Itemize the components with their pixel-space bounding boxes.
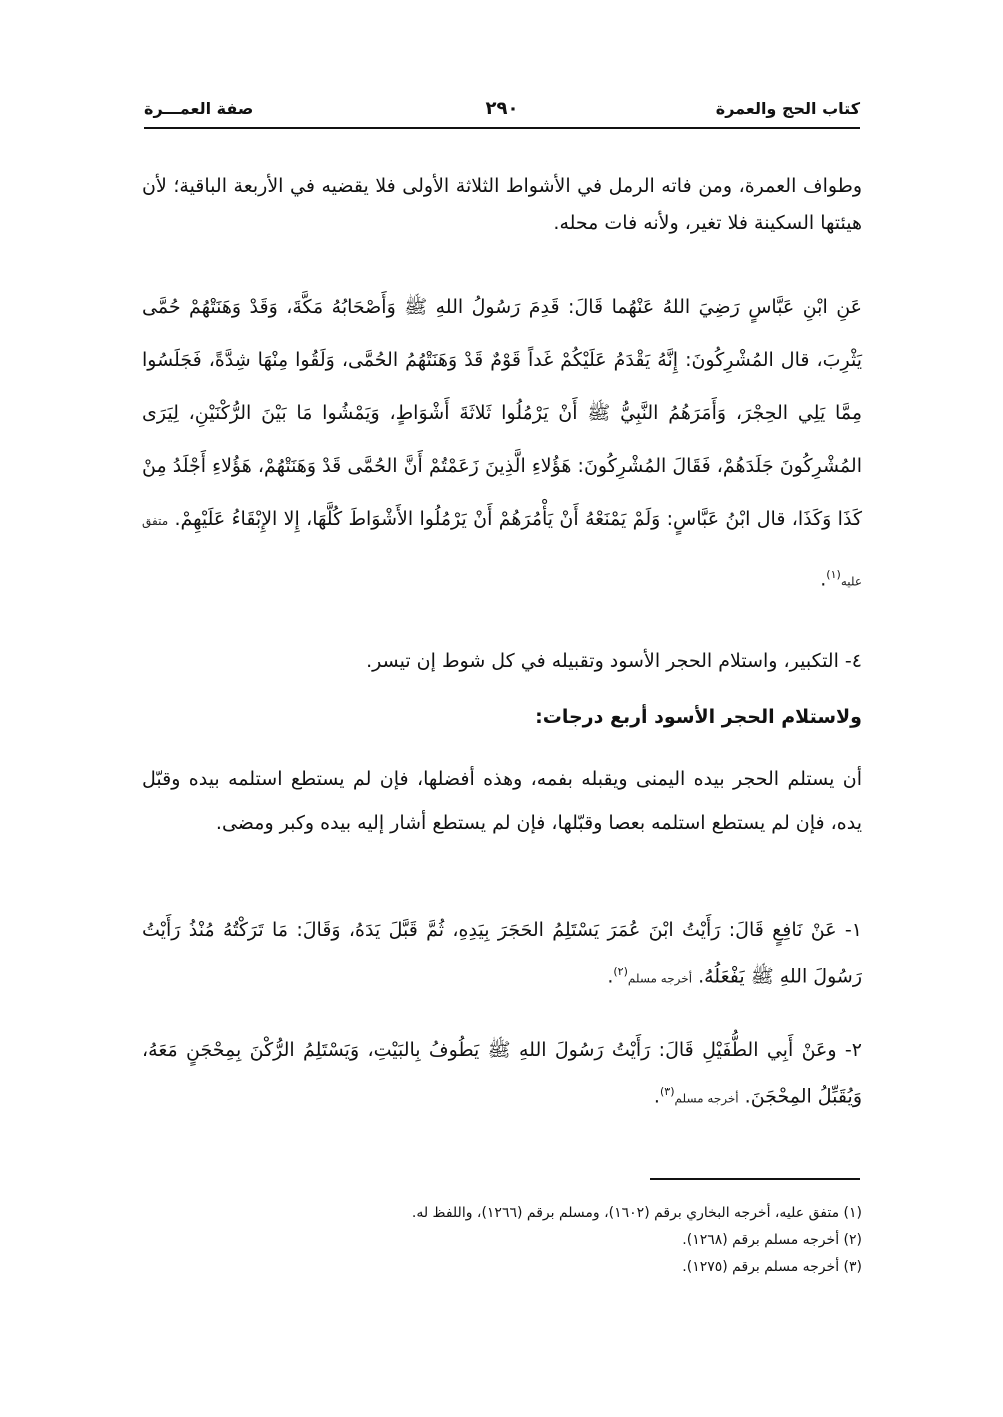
subheading-istilam-levels xyxy=(142,700,862,735)
paragraph-tawaf-note xyxy=(142,168,862,242)
subheading-text: ولاستلام الحجر الأسود أربع درجات: xyxy=(535,706,862,728)
point-text: ٤- التكبير، واستلام الحجر الأسود وتقبيله في كل شوط إن تيسر. xyxy=(366,650,862,672)
hadith-ibn-abbas: عَنِ ابْنِ عَبَّاسٍ رَضِيَ اللهُ عَنْهُما قَالَ: قَدِمَ رَسُولُ اللهِ ﷺ وَأَصْحَابُهُ مَكَّةَ، وَقَدْ وَهَنَتْهُمْ حُمَّى يَثْرِبَ، قال المُشْرِكُونَ: إِنَّهُ يَقْدَمُ عَلَيْكُمْ غَداً قَوْمٌ قَدْ وَهَنَتْهُمُ الحُمَّى، وَلَقُوا مِنْهَا شِدَّةً، فَجَلَسُوا مِمَّا يَلِي الحِجْرَ، وَأَمَرَهُمُ النَّبِيُّ ﷺ أَنْ يَرْمُلُوا ثَلاثَةَ أَشْوَاطٍ، وَيَمْشُوا مَا بَيْنَ الرُّكْنَيْنِ، لِيَرَى المُشْرِكُونَ جَلَدَهُمْ، فَقَالَ المُشْرِكُونَ: هَؤُلاءِ الَّذِينَ زَعَمْتُمْ أَنَّ الحُمَّى قَدْ وَهَنَتْهُمْ، هَؤُلاءِ أَجْلَدُ مِنْ كَذَا وَكَذَا، قال ابْنُ عَبَّاسٍ: وَلَمْ يَمْنَعْهُ أَنْ يَأْمُرَهُمْ أَنْ يَرْمُلُوا الأَشْوَاطَ كُلَّهَا، إِلا الإِبْقَاءُ عَلَيْهِمْ. متفق عليه$^{(١)}$. xyxy=(142,296,862,591)
footnote-2: (٢) أخرجه مسلم برقم (١٢٦٨). xyxy=(682,1232,862,1248)
hadith-text: ١- عَنْ نَافِعٍ قَالَ: رَأَيْتُ ابْنَ عُمَرَ يَسْتَلِمُ الحَجَرَ بِيَدِهِ، ثُمَّ قَبَّلَ يَدَهُ، وَقَالَ: مَا تَرَكْتُهُ مُنْذُ رَأَيْتُ رَسُولَ اللهِ ﷺ يَفْعَلُهُ. xyxy=(142,919,862,988)
section-title: صفة العمـــرة xyxy=(144,99,254,118)
footnote-ref-1[interactable]: (١) xyxy=(826,568,841,581)
footnote-1: (١) متفق عليه، أخرجه البخاري برقم (١٦٠٢)، ومسلم برقم (١٢٦٦)، واللفظ له. xyxy=(411,1205,862,1221)
paragraph-istilam-levels xyxy=(142,757,862,845)
footnotes xyxy=(142,1200,862,1281)
numbered-point-4 xyxy=(142,644,862,679)
hadith-nafi: ١- عَنْ نَافِعٍ قَالَ: رَأَيْتُ ابْنَ عُمَرَ يَسْتَلِمُ الحَجَرَ بِيَدِهِ، ثُمَّ قَبَّلَ يَدَهُ، وَقَالَ: مَا تَرَكْتُهُ مُنْذُ رَأَيْتُ رَسُولَ اللهِ ﷺ يَفْعَلُهُ. أخرجه مسلم$^{(٢)}$. xyxy=(142,919,862,988)
hadith-text: عَنِ ابْنِ عَبَّاسٍ رَضِيَ اللهُ عَنْهُما قَالَ: قَدِمَ رَسُولُ اللهِ ﷺ وَأَصْحَابُهُ مَكَّةَ، وَقَدْ وَهَنَتْهُمْ حُمَّى يَثْرِبَ، قال المُشْرِكُونَ: إِنَّهُ يَقْدَمُ عَلَيْكُمْ غَداً قَوْمٌ قَدْ وَهَنَتْهُمُ الحُمَّى، وَلَقُوا مِنْهَا شِدَّةً، فَجَلَسُوا مِمَّا يَلِي الحِجْرَ، وَأَمَرَهُمُ النَّبِيُّ ﷺ أَنْ يَرْمُلُوا ثَلاثَةَ أَشْوَاطٍ، وَيَمْشُوا مَا بَيْنَ الرُّكْنَيْنِ، لِيَرَى المُشْرِكُونَ جَلَدَهُمْ، فَقَالَ المُشْرِكُونَ: هَؤُلاءِ الَّذِينَ زَعَمْتُمْ أَنَّ الحُمَّى قَدْ وَهَنَتْهُمْ، هَؤُلاءِ أَجْلَدُ مِنْ كَذَا وَكَذَا، قال ابْنُ عَبَّاسٍ: وَلَمْ يَمْنَعْهُ أَنْ يَأْمُرَهُمْ أَنْ يَرْمُلُوا الأَشْوَاطَ كُلَّهَا، إِلا الإِبْقَاءُ عَلَيْهِمْ. xyxy=(142,296,862,530)
page-number: ٢٩٠ xyxy=(485,98,519,119)
hadith-source: متفق عليه xyxy=(142,514,862,589)
footnote-3: (٣) أخرجه مسلم برقم (١٢٧٥). xyxy=(682,1259,862,1275)
running-header xyxy=(144,96,860,126)
hadith-text: ٢- وعَنْ أَبِي الطُّفَيْلِ قَالَ: رَأَيْتُ رَسُولَ اللهِ ﷺ يَطُوفُ بِالبَيْتِ، وَيَسْتَلِمُ الرُّكْنَ بِمِحْجَنٍ مَعَهُ، وَيُقَبِّلُ المِحْجَنَ. xyxy=(142,1039,862,1108)
footnote-ref-3[interactable]: (٣) xyxy=(659,1085,675,1098)
footnote-divider xyxy=(650,1178,860,1180)
hadith-source: أخرجه مسلم xyxy=(674,1091,739,1106)
hadith-source: أخرجه مسلم xyxy=(627,971,693,986)
header-divider xyxy=(144,127,860,129)
hadith-abi-tufayl: ٢- وعَنْ أَبِي الطُّفَيْلِ قَالَ: رَأَيْتُ رَسُولَ اللهِ ﷺ يَطُوفُ بِالبَيْتِ، وَيَسْتَلِمُ الرُّكْنَ بِمِحْجَنٍ مَعَهُ، وَيُقَبِّلُ المِحْجَنَ. أخرجه مسلم$^{(٣)}$. xyxy=(142,1039,862,1108)
paragraph-text: أن يستلم الحجر بيده اليمنى ويقبله بفمه، وهذه أفضلها، فإن لم يستطع استلمه بيده وقبّل يده، فإن لم يستطع استلمه بعصا وقبّلها، فإن لم يستطع أشار إليه بيده وكبر ومضى. xyxy=(142,768,862,834)
footnote-ref-2[interactable]: (٢) xyxy=(613,965,628,978)
paragraph-text: وطواف العمرة، ومن فاته الرمل في الأشواط الثلاثة الأولى فلا يقضيه في الأربعة الباقية؛ لأن هيئتها السكينة فلا تغير، ولأنه فات محله. xyxy=(142,175,862,234)
book-title: كتاب الحج والعمرة xyxy=(715,99,860,118)
